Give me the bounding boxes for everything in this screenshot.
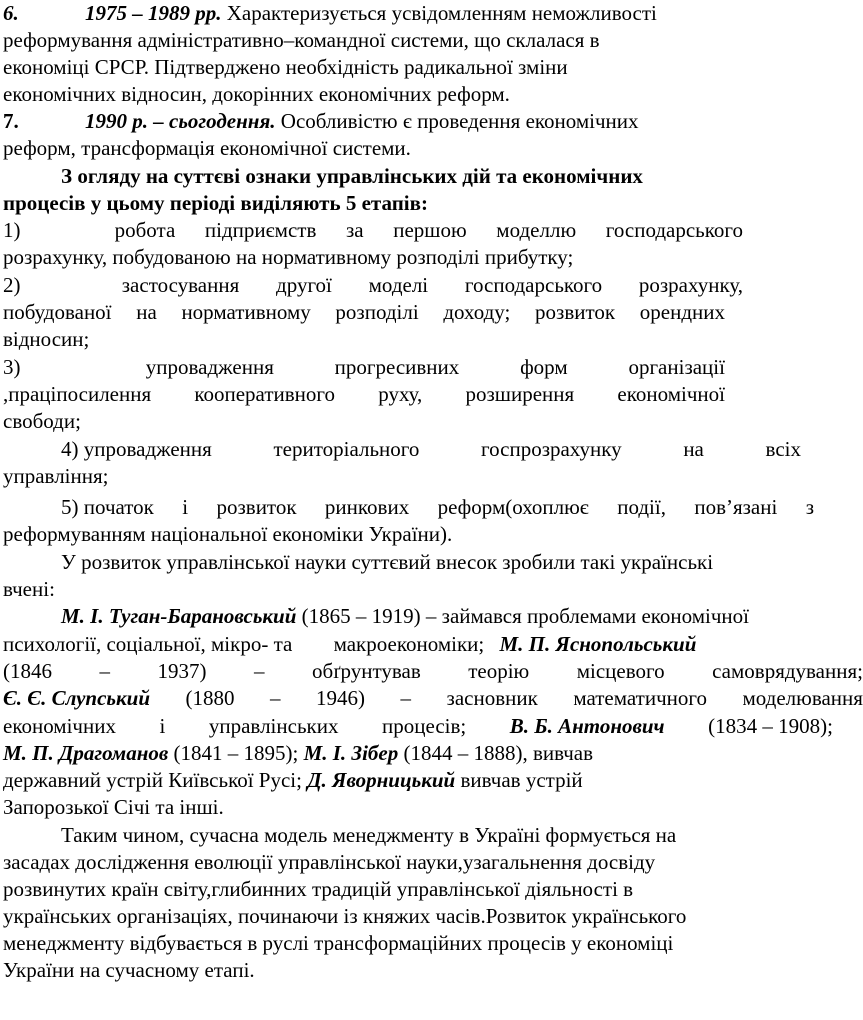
word: розподілі <box>335 300 419 324</box>
p6-number: 6. <box>3 1 19 25</box>
word: розвиток <box>535 300 616 324</box>
stage-2-number: 2) <box>3 273 21 297</box>
word: всіх <box>765 437 801 461</box>
p7-number: 7. <box>3 109 19 133</box>
conclusion-line-1: Таким чином, сучасна модель менеджменту в Україні формується на <box>61 823 677 847</box>
word: – <box>400 686 412 710</box>
conclusion-line-2: засадах дослідження еволюції управлінської науки,узагальнення досвіду <box>3 850 656 874</box>
scientists-line-1 <box>61 603 749 630</box>
scientists-intro-line-2: вчені: <box>3 577 55 601</box>
scientists-line-4 <box>3 685 863 712</box>
stage-4-number: 4) упровадження <box>61 437 212 461</box>
word: моделлю <box>496 218 577 242</box>
p6-line-3: економіці СРСР. Підтверджено необхідність радикальної зміни <box>3 55 568 79</box>
p7-line-1 <box>3 108 639 135</box>
word: – <box>99 659 110 683</box>
text-fragment: макроекономіки; <box>333 632 485 656</box>
p6-line-2: реформування адміністративно–командної системи, що склалася в <box>3 28 600 52</box>
word: госпрозрахунку <box>481 437 622 461</box>
word: другої <box>276 273 332 297</box>
word: процесів; <box>382 714 467 738</box>
scientists-line-8: Запорозької Січі та інші. <box>3 795 224 819</box>
word: розвиток <box>216 495 297 519</box>
word: засновник <box>446 686 538 710</box>
word: організації <box>628 355 725 379</box>
text-fragment: вивчав устрій <box>460 768 583 792</box>
stage-3-line-3: свободи; <box>3 409 81 433</box>
stage-3-number: 3) <box>3 355 21 379</box>
word: робота <box>114 218 176 242</box>
p6-line-4: економічних відносин, докорінних економічних реформ. <box>3 82 510 106</box>
word: прогресивних <box>334 355 460 379</box>
stage-4-line-2: управління; <box>3 464 109 488</box>
word: з <box>805 495 814 519</box>
stage-5-number: 5) початок <box>61 495 154 519</box>
word: першою <box>393 218 467 242</box>
scientist-yasnopolsky: М. П. Яснопольський <box>499 632 697 656</box>
text-fragment: психології, соціальної, мікро- та <box>3 632 293 656</box>
word: події, <box>617 495 666 519</box>
stage-1-line-2: розрахунку, побудованою на нормативному розподілі прибутку; <box>3 245 574 269</box>
word: господарського <box>464 273 603 297</box>
scientists-line-5 <box>3 713 833 740</box>
word: (1880 <box>185 686 235 710</box>
scientists-line-3 <box>3 658 863 685</box>
p7-period: 1990 р. – сьогодення. <box>85 109 276 133</box>
word: (1834 – 1908); <box>708 714 833 738</box>
word: управлінських <box>208 714 339 738</box>
word: 1946) <box>316 686 366 710</box>
word: за <box>346 218 364 242</box>
scientist-drahomanov: М. П. Драгоманов <box>3 741 169 765</box>
word: на <box>136 300 157 324</box>
word: ,праціпосилення <box>3 382 152 406</box>
word: форм <box>520 355 568 379</box>
word: побудованої <box>3 300 112 324</box>
word: самоврядування; <box>712 659 863 683</box>
stage-5-line-2: реформуванням національної економіки України). <box>3 522 453 546</box>
word: ринкових <box>324 495 410 519</box>
word: місцевого <box>576 659 665 683</box>
word: теорію <box>468 659 530 683</box>
word: кооперативного <box>194 382 335 406</box>
word: економічної <box>617 382 725 406</box>
word: пов’язані <box>694 495 778 519</box>
word: нормативному <box>181 300 311 324</box>
stage-2-line-2 <box>3 299 725 326</box>
word: 1937) <box>157 659 207 683</box>
word: руху, <box>378 382 423 406</box>
word: математичного <box>573 686 707 710</box>
stage-1-number: 1) <box>3 218 21 242</box>
text-fragment: державний устрій Київської Русі; <box>3 768 302 792</box>
p6-period: 1975 – 1989 рр. <box>85 1 222 25</box>
word: доходу; <box>443 300 511 324</box>
stage-2-line-3: відносин; <box>3 327 90 351</box>
scientists-line-6 <box>3 740 593 767</box>
stage-1-line-1 <box>3 217 743 244</box>
scientist-slutsky: Є. Є. Слупський <box>3 686 151 710</box>
scientists-line-7 <box>3 767 583 794</box>
word: розширення <box>465 382 575 406</box>
word: господарського <box>605 218 743 242</box>
scientist-ziber: М. І. Зібер <box>303 741 399 765</box>
scientist-yavornytsky: Д. Яворницький <box>307 768 456 792</box>
word: моделі <box>368 273 429 297</box>
word: на <box>683 437 704 461</box>
scientist-tuhan-text: (1865 – 1919) – займався проблемами економічної <box>301 604 749 628</box>
stage-4-line-1 <box>61 436 801 463</box>
scientists-intro-line-1: У розвиток управлінської науки суттєвий внесок зробили такі українські <box>61 550 714 574</box>
conclusion-line-3: розвинутих країн світу,глибинних традицій управлінської діяльності в <box>3 877 634 901</box>
word: реформ(охоплює <box>437 495 589 519</box>
word: підприємств <box>204 218 317 242</box>
word: – <box>270 686 281 710</box>
p7-line-2: реформ, трансформація економічної системи. <box>3 136 411 160</box>
word: – <box>253 659 265 683</box>
word: територіального <box>273 437 420 461</box>
word: і <box>159 714 166 738</box>
stage-5-line-1 <box>61 494 814 521</box>
word: і <box>182 495 189 519</box>
word: орендних <box>639 300 725 324</box>
scientist-tuhan-baranovsky: М. І. Туган-Барановський <box>61 604 297 628</box>
conclusion-line-4: українських організаціях, починаючи із княжих часів.Розвиток українського <box>3 904 687 928</box>
stages-heading-line-2: процесів у цьому періоді виділяють 5 етапів: <box>3 191 428 215</box>
p6-line-1 <box>3 0 657 27</box>
word: застосування <box>121 273 240 297</box>
word: розрахунку, <box>638 273 743 297</box>
stage-3-line-2 <box>3 381 725 408</box>
p6-text-1: Характеризується усвідомленням неможливості <box>226 1 657 25</box>
stage-2-line-1 <box>3 272 743 299</box>
word: економічних <box>3 714 116 738</box>
text-fragment: (1844 – 1888), вивчав <box>403 741 594 765</box>
conclusion-line-6: України на сучасному етапі. <box>3 958 255 982</box>
scientist-antonovych: В. Б. Антонович <box>509 714 665 738</box>
stage-3-line-1 <box>3 354 725 381</box>
p7-text-1: Особливістю є проведення економічних <box>280 109 639 133</box>
conclusion-line-5: менеджменту відбувається в руслі трансформаційних процесів у економіці <box>3 931 674 955</box>
word: упровадження <box>145 355 274 379</box>
word: моделювання <box>742 686 863 710</box>
word: (1846 <box>3 659 52 683</box>
text-fragment: (1841 – 1895); <box>173 741 299 765</box>
stages-heading-line-1: З огляду на суттєві ознаки управлінських дій та економічних <box>61 164 643 188</box>
word: обґрунтував <box>311 659 421 683</box>
scientists-line-2 <box>3 631 696 658</box>
